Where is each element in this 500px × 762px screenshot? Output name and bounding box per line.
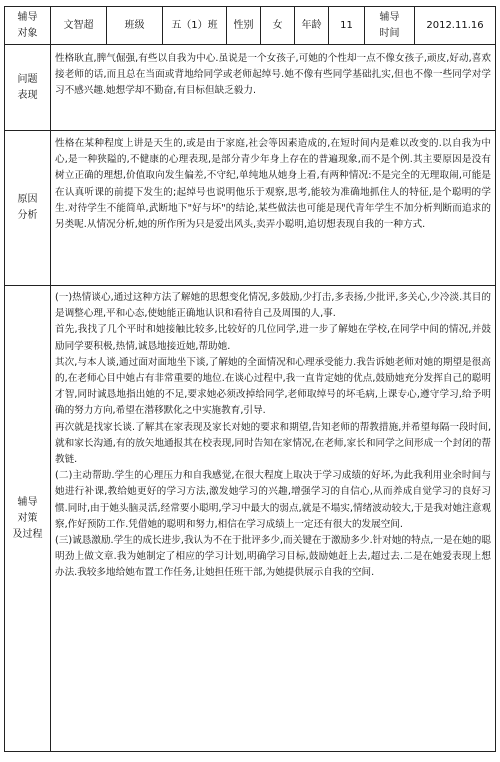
cause-text: 性格在某种程度上讲是天生的,或是由于家庭,社会等因素造成的,在短时间内是难以改变的.以自我为中心,是一种狭隘的,不健康的心理表现,是部分青少年身上存在的普遍现象,而不是个例.其主要原因是没有树立正确的理想,价值取向发生偏差,不守纪,单纯地从她身上看,有两种情况:不是完全的无理取闹,可能是在认真听课的前提下发生的;起绰号也说明他乐于观察,思考,能较为准确地抓住人的特征,是个聪明的学生.对待学生不能简单,武断地下"好与坏"的结论,某些做法也可能是现代青年学生不加分析判断而追求的另类呢.从情况分析,她的所作所为只是爱出风头,卖弄小聪明,追切想表现自我的一种方式. bbox=[55, 138, 491, 231]
problem-label bbox=[5, 45, 51, 130]
header-row bbox=[5, 7, 495, 45]
measures-row bbox=[5, 286, 495, 751]
age-value: 11 bbox=[329, 7, 365, 44]
class-label: 班级 bbox=[107, 7, 163, 44]
measures-label-line2: 对策 bbox=[17, 512, 38, 524]
measures-text bbox=[51, 286, 495, 751]
problem-label-line1: 问题 bbox=[17, 73, 38, 85]
problem-text: 性格耿直,脾气倔强,有些以自我为中心.虽说是一个女孩子,可她的个性却一点不像女孩子,顽皮,好动,喜欢接老师的话,而且总在当面或背地给同学或老师起绰号.她不像有些同学基础扎实,但也不像一些同学对学习不感兴趣.她想学却不勤奋,有目标但缺乏毅力. bbox=[55, 53, 491, 97]
cause-label-line2: 分析 bbox=[17, 210, 38, 221]
measures-paragraph: 其次,与本人谈,通过面对面地坐下谈,了解她的全面情况和心理承受能力.我告诉她老师对她的期望是很高的,在老师心目中她占有非常重要的地位.在谈心过程中,我一直肯定她的优点,鼓励她充分发挥自己的聪明才智,同时诚恳地指出她的不足,要求她必须改掉给同学,老师取绰号的坏毛病,上课专心,遵守学习,给予明确的努力方向,希望在潜移默化之中实施教育,引导. bbox=[55, 356, 491, 417]
problem-label-line2: 表现 bbox=[17, 89, 38, 101]
measures-paragraph: (一)热情谈心,通过这种方法了解她的思想变化情况,多鼓励,少打击,多表扬,少批评,多关心,少冷淡.其目的是调整心理,平和心态,使她能正确地认识和看待自己及周围的人,事. bbox=[55, 292, 491, 320]
measures-label bbox=[5, 286, 51, 751]
measures-paragraph: 首先,我找了几个平时和她接触比较多,比较好的几位同学,进一步了解她在学校,在同学中间的情况,并鼓励同学要积极,热情,诚恳地接近她,帮助她. bbox=[55, 324, 491, 352]
target-label bbox=[5, 7, 51, 44]
time-label bbox=[365, 7, 415, 44]
time-label-line1: 辅导 bbox=[379, 11, 400, 23]
time-value: 2012.11.16 bbox=[426, 20, 484, 31]
counseling-record-table bbox=[4, 6, 496, 752]
cause-row bbox=[5, 131, 495, 286]
target-label-line1: 辅导 bbox=[17, 11, 38, 23]
gender-label: 性别 bbox=[227, 7, 261, 44]
measures-label-line1: 辅导 bbox=[17, 496, 38, 508]
cause-label-line1: 原因 bbox=[17, 194, 38, 205]
class-value: 五（1）班 bbox=[163, 7, 227, 44]
student-name: 文智超 bbox=[51, 7, 107, 44]
measures-paragraph: 再次就是找家长谈.了解其在家表现及家长对她的要求和期望,告知老师的帮教措施,并希望每隔一段时间,就和家长沟通,有的放矢地通报其在校表现,同时告知在家情况,在老师,家长和同学之间形成一个封闭的帮教链. bbox=[55, 421, 491, 466]
gender-value: 女 bbox=[261, 7, 295, 44]
age-label: 年龄 bbox=[295, 7, 329, 44]
measures-paragraph: (二)主动帮助.学生的心理压力和自我感觉,在很大程度上取决于学习成绩的好坏,为此我利用业余时间与她进行补课,教给她更好的学习方法,激发她学习的兴趣,增强学习的自信心,从而养成自觉学习的良好习惯.同时,由于她头脑灵活,经常要小聪明,学习中最大的弱点,就是不塌实,情绪波动较大,于是我对她注意观察,作好预防工作.凭借她的聪明和努力,相信在学习成绩上一定还有很大的发展空间. bbox=[55, 470, 491, 530]
measures-paragraph: (三)诚恳激励.学生的成长进步,我认为不在于批评多少,而关键在于激励多少.针对她的特点,一是在她的聪明劲上做文章.我为她制定了相应的学习计划,明确学习目标,鼓励她赶上去,超过去.二是在她爱表现上想办法.我较多地给她布置工作任务,让她担任班干部,为她提供展示自我的空间. bbox=[55, 535, 491, 579]
cause-label bbox=[5, 131, 51, 285]
target-label-line2: 对象 bbox=[17, 27, 38, 39]
measures-label-line3: 及过程 bbox=[12, 528, 43, 540]
time-label-line2: 时间 bbox=[379, 27, 400, 39]
problem-row bbox=[5, 45, 495, 131]
